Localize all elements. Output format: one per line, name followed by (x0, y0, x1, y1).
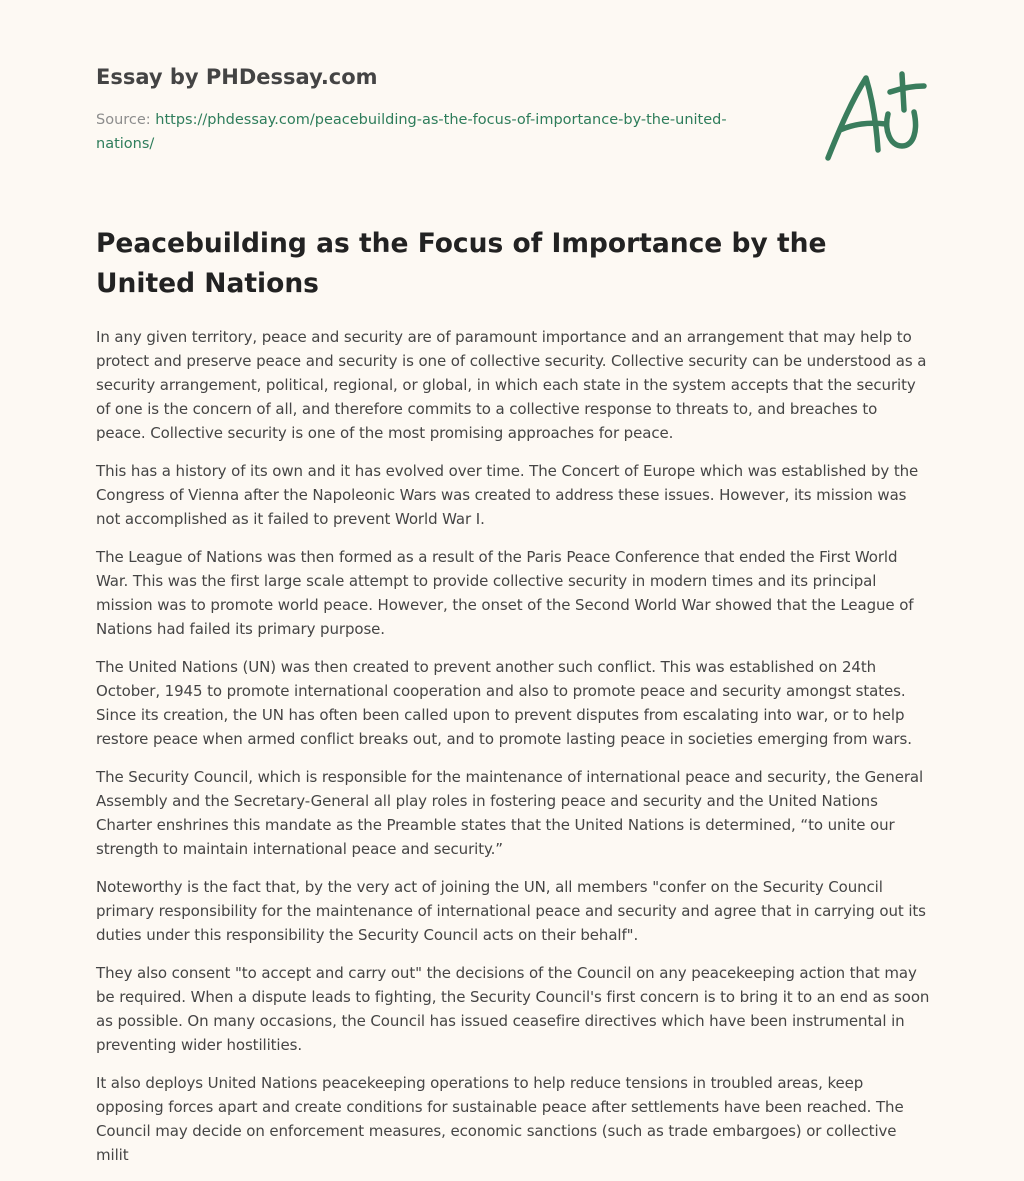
a-plus-letter-a-crossbar (840, 123, 886, 130)
article-paragraph: This has a history of its own and it has evolved over time. The Concert of Europe which was established by the Congress of Vienna after the Napoleonic Wars was created to address these issues. However, its mission was not accomplished as it failed to prevent World War I. (96, 462, 919, 528)
article-paragraph: They also consent "to accept and carry out" the decisions of the Council on any peacekeeping action that may be required. When a dispute leads to fighting, the Security Council's first concern is to bring it to an end as soon as possible. On many occasions, the Council has issued ceasefire directives which have been instrumental in preventing wider hostilities. (96, 964, 930, 1054)
source-line (96, 108, 776, 156)
a-plus-plus-horizontal (890, 86, 924, 92)
article-paragraph: The League of Nations was then formed as a result of the Paris Peace Conference that ended the First World War. This was the first large scale attempt to provide collective security in modern times and its principal mission was to promote world peace. However, the onset of the Second World War showed that the League of Nations had failed its primary purpose. (96, 548, 914, 638)
article-paragraph: It also deploys United Nations peacekeeping operations to help reduce tensions in troubled areas, keep opposing forces apart and create conditions for sustainable peace after settlements have been reached. The Council may decide on enforcement measures, economic sanctions (such as trade embargoes) or collective milit (96, 1074, 904, 1164)
source-label: Source: (96, 112, 151, 128)
a-plus-grade-icon (818, 66, 930, 166)
source-link[interactable]: https://phdessay.com/peacebuilding-as-the-focus-of-importance-by-the-united-nations/ (96, 112, 727, 152)
page-header (96, 62, 776, 156)
brand-title: Essay by PHDessay.com (96, 65, 378, 89)
article-title: Peacebuilding as the Focus of Importance by the United Nations (96, 228, 827, 299)
a-plus-u-curve (887, 112, 916, 146)
a-plus-letter-a-left-stroke (828, 78, 878, 158)
article-paragraph: In any given territory, peace and security are of paramount importance and an arrangement that may help to protect and preserve peace and security is one of collective security. Collective security can be understood as a security arrangement, political, regional, or global, in which each state in the system accepts that the security of one is the concern of all, and therefore commits to a collective response to threats to, and breaches to peace. Collective security is one of the most promising approaches for peace. (96, 328, 927, 442)
article-paragraph: The Security Council, which is responsible for the maintenance of international peace and security, the General Assembly and the Secretary-General all play roles in fostering peace and security and the United Nations Charter enshrines this mandate as the Preamble states that the United Nations is determined, “to unite our strength to maintain international peace and security.” (96, 768, 924, 858)
article-paragraph: The United Nations (UN) was then created to prevent another such conflict. This was established on 24th October, 1945 to promote international cooperation and also to promote peace and security amongst states. Since its creation, the UN has often been called upon to prevent disputes from escalating into war, or to help restore peace when armed conflict breaks out, and to promote lasting peace in societies emerging from wars. (96, 658, 912, 748)
a-plus-plus-vertical (902, 74, 904, 110)
article-paragraph: Noteworthy is the fact that, by the very act of joining the UN, all members "confer on the Security Council primary responsibility for the maintenance of international peace and security and agree that in carrying out its duties under this responsibility the Security Council acts on their behalf". (96, 878, 926, 944)
article-body (96, 325, 931, 1181)
